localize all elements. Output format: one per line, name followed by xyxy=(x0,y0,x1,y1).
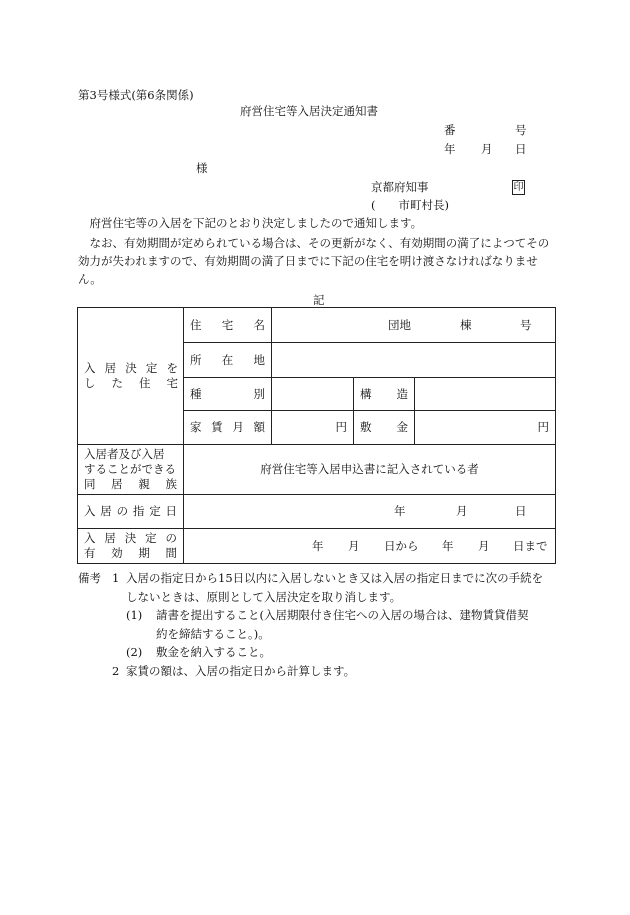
validity-label: 入 居 決 定 の 有 効 期 間 xyxy=(78,529,184,564)
gou-label: 号 xyxy=(520,317,532,332)
issuer-name: 京都府知事 xyxy=(371,180,429,194)
designated-date-value: 年 月 日 xyxy=(184,495,556,529)
date-month: 月 xyxy=(481,142,493,156)
deposit-yen: 円 xyxy=(415,411,556,445)
document-title: 府営住宅等入居決定通知書 xyxy=(240,104,378,118)
section-label-line1: 入 居 決 定 を xyxy=(84,361,178,375)
number-suffix: 号 xyxy=(515,123,527,137)
structure-value xyxy=(415,378,556,411)
intro-paragraph: 府営住宅等の入居を下記のとおり決定しましたので通知します。 xyxy=(89,216,423,230)
addressee-honorific: 様 xyxy=(196,161,208,175)
house-name-value xyxy=(272,308,556,343)
remarks-label: 備考 xyxy=(78,571,101,585)
tou-label: 棟 xyxy=(460,317,472,332)
seal-mark xyxy=(512,179,525,195)
seal-icon: 印 xyxy=(513,182,524,193)
date-day: 日 xyxy=(515,142,527,156)
validity-value: 年 月 日から 年 月 日まで xyxy=(184,529,556,564)
remarks-section xyxy=(78,569,558,680)
section-label-line2: し た 住 宅 xyxy=(84,376,178,390)
cohabitants-value: 府営住宅等入居申込書に記入されている者 xyxy=(184,445,556,495)
structure-label: 構 造 xyxy=(354,378,415,411)
row-validity xyxy=(78,529,556,564)
type-label: 種 別 xyxy=(184,378,272,411)
deposit-label: 敷 金 xyxy=(354,411,415,445)
remark-sub-2: (2) 敷金を納入すること。 xyxy=(126,645,271,659)
section-label-cell xyxy=(78,308,184,445)
location-label: 所 在 地 xyxy=(184,343,272,378)
number-label: 番 xyxy=(444,123,456,137)
form-id: 第3号様式(第6条関係) xyxy=(78,88,194,102)
cohabitants-label: 入居者及び入居 することができる 同 居 親 族 xyxy=(78,445,184,495)
location-value xyxy=(272,343,556,378)
row-cohabitants xyxy=(78,445,556,495)
ki-heading: 記 xyxy=(313,293,325,307)
designated-date-label: 入 居 の 指 定 日 xyxy=(78,495,184,529)
remark-sub-1: (1) 請書を提出すること(入居期限付き住宅への入居の場合は、建物賃貸借契約を締結すること。)。 xyxy=(126,608,529,641)
type-value xyxy=(272,378,354,411)
rent-label: 家 賃 月 額 xyxy=(184,411,272,445)
notice-paragraph: なお、有効期間が定められている場合は、その更新がなく、有効期間の満了によつてその効力が失われますので、有効期間の満了日までに下記の住宅を明け渡さなければなりません。 xyxy=(78,236,550,286)
row-designated-date xyxy=(78,495,556,529)
rent-yen: 円 xyxy=(272,411,354,445)
remark-item-1: 備考 1 入居の指定日から15日以内に入居しないとき又は入居の指定日までに次の手続をしないときは、原則として入居決定を取り消します。 xyxy=(78,569,558,606)
decision-table xyxy=(77,307,556,564)
date-year: 年 xyxy=(444,142,456,156)
house-name-label: 住 宅 名 xyxy=(184,308,272,343)
row-house-name xyxy=(78,308,556,343)
issuer-alt: ( 市町村長) xyxy=(371,198,449,212)
remark-item-2: 2 家賃の額は、入居の指定日から計算します。 xyxy=(112,663,356,678)
danchi-label: 団地 xyxy=(388,317,411,332)
